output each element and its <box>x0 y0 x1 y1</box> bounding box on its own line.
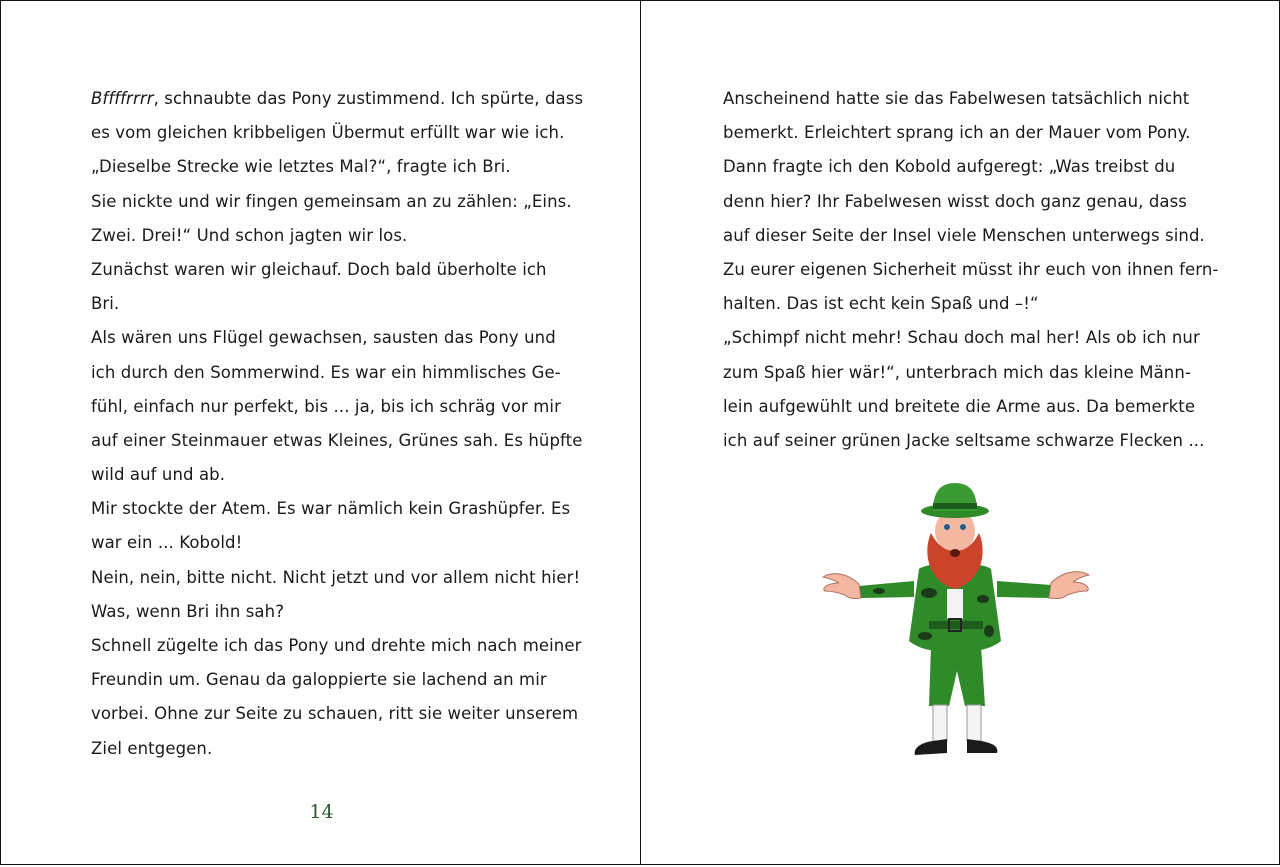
stain <box>918 632 932 640</box>
left-eye <box>944 524 950 530</box>
text-line: Mir stockte der Atem. Es war nämlich kein Grashüpfer. Es <box>91 499 571 519</box>
right-page-text <box>723 82 1219 458</box>
text-line: Freundin um. Genau da galoppierte sie lachend an mir <box>91 670 547 690</box>
text-line: auf einer Steinmauer etwas Kleines, Grünes sah. Es hüpfte <box>91 430 583 450</box>
text-line: „Dieselbe Strecke wie letztes Mal?“, fragte ich Bri. <box>91 157 511 177</box>
right-arm <box>997 581 1051 598</box>
text-line: Bri. <box>91 294 120 314</box>
right-hand <box>1049 572 1089 599</box>
text-line: Nein, nein, bitte nicht. Nicht jetzt und vor allem nicht hier! <box>91 567 581 587</box>
text-line: Als wären uns Flügel gewachsen, sausten das Pony und <box>91 328 556 348</box>
right-shoe <box>967 739 997 753</box>
text-line: ich durch den Sommerwind. Es war ein himmlisches Ge- <box>91 362 561 382</box>
text-line: Sie nickte und wir fingen gemeinsam an zu zählen: „Eins. <box>91 191 572 211</box>
text-line: fühl, einfach nur perfekt, bis ... ja, bis ich schräg vor mir <box>91 396 562 416</box>
text-line: halten. Das ist echt kein Spaß und –!“ <box>723 294 1039 314</box>
text-line: Zwei. Drei!“ Und schon jagten wir los. <box>91 225 408 245</box>
left-arm <box>859 581 914 598</box>
page-number: 14 <box>309 801 334 823</box>
left-sock <box>933 705 947 741</box>
belt <box>929 621 983 629</box>
text-line: ich auf seiner grünen Jacke seltsame schwarze Flecken ... <box>723 430 1205 450</box>
text-line: „Schimpf nicht mehr! Schau doch mal her! Als ob ich nur <box>723 328 1200 348</box>
text-line: war ein ... Kobold! <box>91 533 243 553</box>
left-page <box>0 0 641 865</box>
mouth <box>950 549 960 557</box>
stain <box>921 588 937 598</box>
text-line: Schnell zügelte ich das Pony und drehte mich nach meiner <box>91 636 582 655</box>
left-shoe <box>915 739 947 755</box>
text-line: bemerkt. Erleichtert sprang ich an der Mauer vom Pony. <box>723 123 1191 143</box>
right-page <box>640 0 1280 865</box>
text-line: Was, wenn Bri ihn sah? <box>91 601 285 621</box>
text-line: Dann fragte ich den Kobold aufgeregt: „Was treibst du <box>723 157 1176 177</box>
left-hand <box>823 574 861 599</box>
text-line: vorbei. Ohne zur Seite zu schauen, ritt sie weiter unserem <box>91 704 579 724</box>
text-line: Ziel entgegen. <box>91 738 213 758</box>
leprechaun-illustration <box>819 481 1093 766</box>
text-line: zum Spaß hier wär!“, unterbrach mich das kleine Männ- <box>723 362 1191 382</box>
stain <box>873 588 885 594</box>
hat-band <box>933 503 977 509</box>
text-line: denn hier? Ihr Fabelwesen wisst doch ganz genau, dass <box>723 191 1188 211</box>
right-eye <box>960 524 966 530</box>
stain <box>984 625 994 637</box>
white-shirt <box>947 589 963 619</box>
left-page-text <box>91 82 584 766</box>
text-line: Bffffrrrr, schnaubte das Pony zustimmend. Ich spürte, dass <box>91 89 584 108</box>
text-line: lein aufgewühlt und breitete die Arme aus. Da bemerkte <box>723 396 1196 416</box>
text-line: es vom gleichen kribbeligen Übermut erfüllt war wie ich. <box>91 123 565 143</box>
text-line: auf dieser Seite der Insel viele Menschen unterwegs sind. <box>723 225 1205 245</box>
text-line: Anscheinend hatte sie das Fabelwesen tatsächlich nicht <box>723 89 1190 108</box>
right-sock <box>967 705 981 741</box>
stain <box>977 595 989 603</box>
text-line: Zu eurer eigenen Sicherheit müsst ihr euch von ihnen fern- <box>723 259 1219 279</box>
text-line: Zunächst waren wir gleichauf. Doch bald überholte ich <box>91 259 547 279</box>
text-line: wild auf und ab. <box>91 465 226 485</box>
green-pants <box>929 646 985 706</box>
